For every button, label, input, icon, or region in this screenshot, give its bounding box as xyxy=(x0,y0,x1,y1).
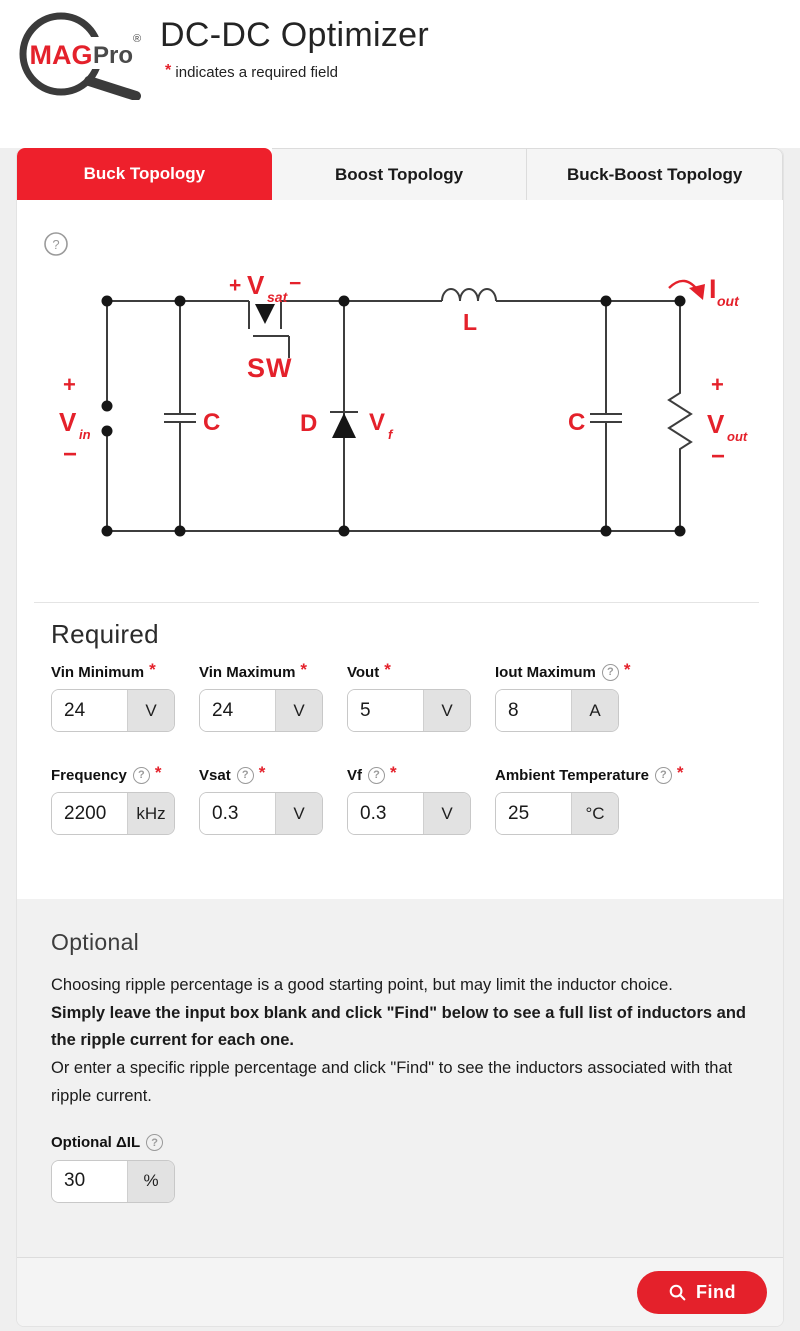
vin-minus-label: − xyxy=(63,441,78,468)
required-asterisk: * xyxy=(384,660,391,679)
vout-plus-label: + xyxy=(711,372,724,397)
vin-label: V xyxy=(59,407,77,437)
unit-label: V xyxy=(423,793,470,834)
page-background xyxy=(0,148,800,1331)
vsat-label: V xyxy=(247,270,265,300)
unit-label: % xyxy=(127,1161,174,1202)
iout-label: I xyxy=(709,274,717,304)
sw-label: SW xyxy=(247,353,293,383)
required-asterisk: * xyxy=(165,62,172,79)
required-asterisk: * xyxy=(149,660,156,679)
card-footer xyxy=(17,1257,783,1326)
vin-minimum-input[interactable] xyxy=(52,690,127,731)
required-asterisk: * xyxy=(676,763,684,782)
vf-label: V xyxy=(369,409,386,436)
help-icon[interactable]: ? xyxy=(133,767,150,784)
field-vin-maximum: Vin Maximum * 24 V xyxy=(199,662,323,732)
frequency-input[interactable] xyxy=(52,793,127,834)
vf-subscript: f xyxy=(388,427,393,442)
tab-boost-topology[interactable]: Boost Topology xyxy=(272,148,528,200)
unit-label: A xyxy=(571,690,618,731)
registered-mark: ® xyxy=(133,33,142,45)
required-fields-grid xyxy=(51,662,759,835)
topology-tabs xyxy=(17,148,783,200)
tab-buck-topology[interactable]: Buck Topology xyxy=(17,148,272,200)
required-asterisk: * xyxy=(390,763,397,782)
find-button[interactable]: Find xyxy=(637,1271,767,1314)
vout-subscript: out xyxy=(727,429,748,444)
iout-subscript: out xyxy=(717,293,739,309)
unit-label: kHz xyxy=(127,793,174,834)
field-vsat: Vsat ? * 0.3 V xyxy=(199,765,323,835)
unit-label: V xyxy=(423,690,470,731)
vout-label: V xyxy=(707,409,725,439)
magpro-logo xyxy=(14,8,146,100)
search-icon xyxy=(668,1283,687,1302)
app-header xyxy=(0,0,800,148)
help-icon[interactable]: ? xyxy=(237,767,254,784)
tab-buck-boost-topology[interactable]: Buck-Boost Topology xyxy=(527,148,783,200)
vout-input[interactable] xyxy=(348,690,423,731)
vout-minus-label: − xyxy=(711,443,726,470)
optional-section xyxy=(17,899,783,1257)
vin-subscript: in xyxy=(79,427,91,442)
field-frequency: Frequency ? * 2200 kHz xyxy=(51,765,175,835)
required-section xyxy=(17,603,783,899)
vin-plus-label: + xyxy=(63,372,76,397)
field-vf: Vf ? * 0.3 V xyxy=(347,765,471,835)
vsat-subscript: sat xyxy=(267,289,288,305)
svg-text:?: ? xyxy=(52,237,60,252)
logo-pro-text: Pro xyxy=(93,42,134,69)
unit-label: V xyxy=(275,690,322,731)
optional-delta-il-input[interactable] xyxy=(52,1161,127,1202)
field-vout: Vout * 5 V xyxy=(347,662,471,732)
required-heading: Required xyxy=(51,619,159,649)
vsat-plus-label: + xyxy=(229,274,242,297)
vsat-input[interactable] xyxy=(200,793,275,834)
help-icon[interactable]: ? xyxy=(655,767,672,784)
vf-input[interactable] xyxy=(348,793,423,834)
required-asterisk: * xyxy=(258,763,266,782)
vin-maximum-input[interactable] xyxy=(200,690,275,731)
help-icon[interactable]: ? xyxy=(368,767,385,784)
vsat-minus-label: − xyxy=(289,272,302,295)
logo-mag-text: MAG xyxy=(29,40,93,70)
optional-heading: Optional xyxy=(51,929,140,955)
optional-paragraph-2: Simply leave the input box blank and click "Find" below to see a full list of inductors and the ripple current for each one. xyxy=(51,1003,747,1050)
optimizer-card xyxy=(16,148,784,1327)
ambient-temperature-input[interactable] xyxy=(496,793,571,834)
circuit-section xyxy=(17,200,783,602)
diode-label: D xyxy=(300,410,318,437)
output-cap-label: C xyxy=(568,409,586,436)
iout-maximum-input[interactable] xyxy=(496,690,571,731)
unit-label: V xyxy=(275,793,322,834)
required-field-note: * indicates a required field xyxy=(165,62,339,81)
buck-circuit-diagram xyxy=(17,200,777,602)
field-iout-maximum: Iout Maximum ? * 8 A xyxy=(495,662,619,732)
required-asterisk: * xyxy=(300,660,308,679)
help-icon[interactable]: ? xyxy=(146,1134,163,1151)
optional-paragraph-1: Choosing ripple percentage is a good starting point, but may limit the inductor choice. xyxy=(51,976,673,994)
required-asterisk: * xyxy=(623,660,631,679)
unit-label: V xyxy=(127,690,174,731)
unit-label: °C xyxy=(571,793,618,834)
required-asterisk: * xyxy=(154,763,162,782)
field-ambient-temperature: Ambient Temperature ? * 25 °C xyxy=(495,765,619,835)
optional-paragraph-3: Or enter a specific ripple percentage and click "Find" to see the inductors associated with that ripple current. xyxy=(51,1059,733,1105)
inductor-label: L xyxy=(463,309,478,335)
circuit-help-icon[interactable] xyxy=(45,233,67,255)
field-optional-delta-il: Optional ΔIL ? 30 % xyxy=(51,1133,759,1203)
page-title: DC-DC Optimizer xyxy=(160,16,429,54)
input-cap-label: C xyxy=(203,409,221,436)
field-vin-minimum: Vin Minimum * 24 V xyxy=(51,662,175,732)
help-icon[interactable]: ? xyxy=(602,664,619,681)
